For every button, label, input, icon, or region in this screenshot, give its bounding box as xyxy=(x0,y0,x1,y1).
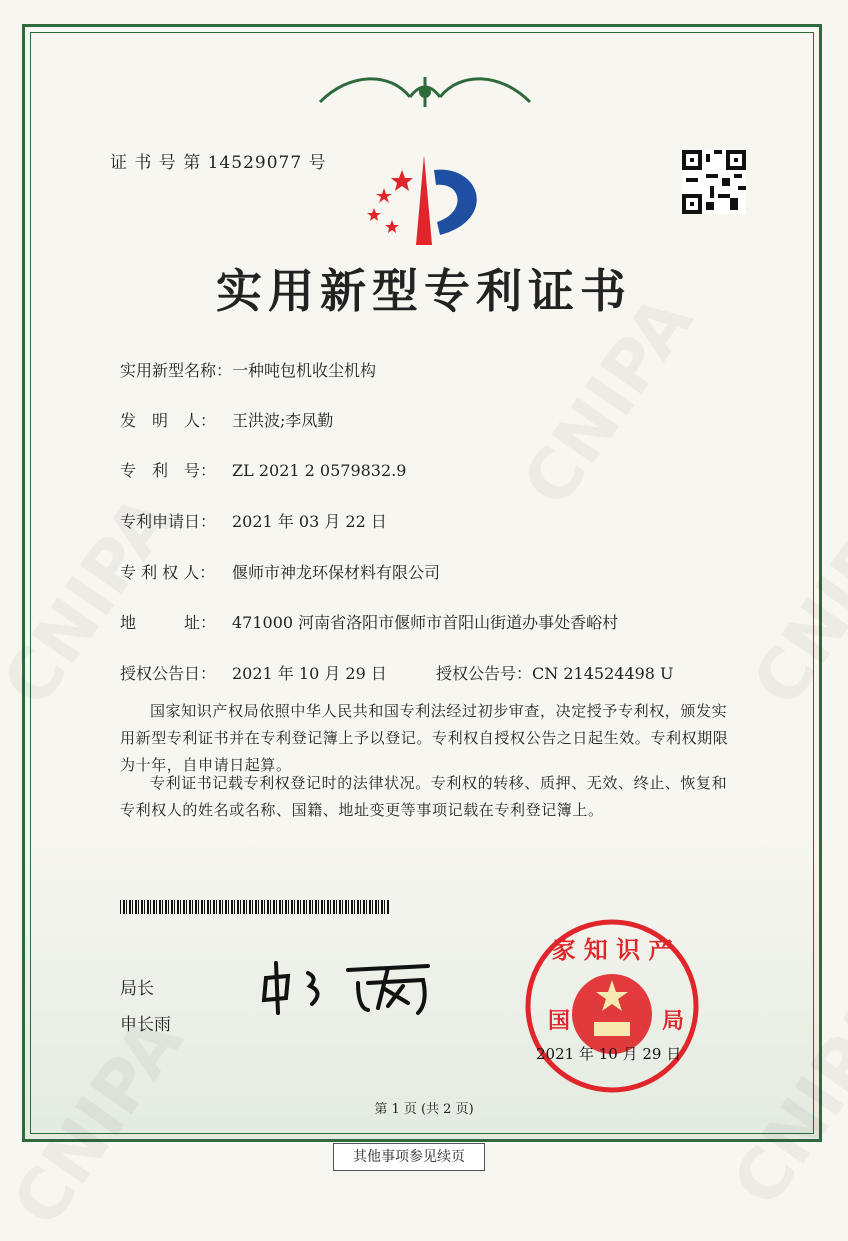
cnipa-logo xyxy=(362,150,492,250)
certificate-number: 证 书 号 第 14529077 号 xyxy=(110,153,327,173)
field-patent-number: 专 利 号： ZL 2021 2 0579832.9 xyxy=(120,461,407,480)
field-patentee: 专 利 权 人： 偃师市神龙环保材料有限公司 xyxy=(120,563,441,582)
qr-code xyxy=(682,150,746,214)
signature xyxy=(258,958,438,1018)
field-inventor: 发 明 人： 王洪波;李凤勤 xyxy=(120,411,334,430)
seal-date: 2021 年 10 月 29 日 xyxy=(536,1045,682,1063)
svg-text:家 知 识 产: 家 知 识 产 xyxy=(551,935,673,964)
paragraph: 专利证书记载专利权登记时的法律状况。专利权的转移、质押、无效、终止、恢复和专利权人的姓名或名称、国籍、地址变更等事项记载在专利登记簿上。 xyxy=(120,774,728,819)
signatory-title: 局长 xyxy=(120,979,154,999)
paragraph: 国家知识产权局依照中华人民共和国专利法经过初步审查，决定授予专利权，颁发实用新型专利证书并在专利登记簿上予以登记。专利权自授权公告之日起生效。专利权期限为十年，自申请日起算。 xyxy=(120,702,729,774)
signatory-name: 申长雨 xyxy=(120,1015,171,1035)
field-announcement-number: 授权公告号：CN 214524498 U xyxy=(436,664,674,683)
footer-note: 其他事项参见续页 xyxy=(333,1143,485,1171)
page-indicator: 第 1 页 (共 2 页) xyxy=(374,1102,474,1117)
field-grant-date: 授权公告日： 2021 年 10 月 29 日 xyxy=(120,664,387,683)
svg-text:局: 局 xyxy=(662,1008,685,1034)
field-name: 实用新型名称：一种吨包机收尘机构 xyxy=(120,361,377,380)
field-application-date: 专利申请日： 2021 年 03 月 22 日 xyxy=(120,512,387,531)
official-seal xyxy=(524,918,700,1094)
svg-text:国: 国 xyxy=(548,1008,571,1034)
top-ornament xyxy=(310,72,540,112)
document-title: 实用新型专利证书 xyxy=(216,264,632,318)
field-address: 地 址： 471000 河南省洛阳市偃师市首阳山街道办事处香峪村 xyxy=(120,613,619,632)
barcode xyxy=(120,900,390,914)
